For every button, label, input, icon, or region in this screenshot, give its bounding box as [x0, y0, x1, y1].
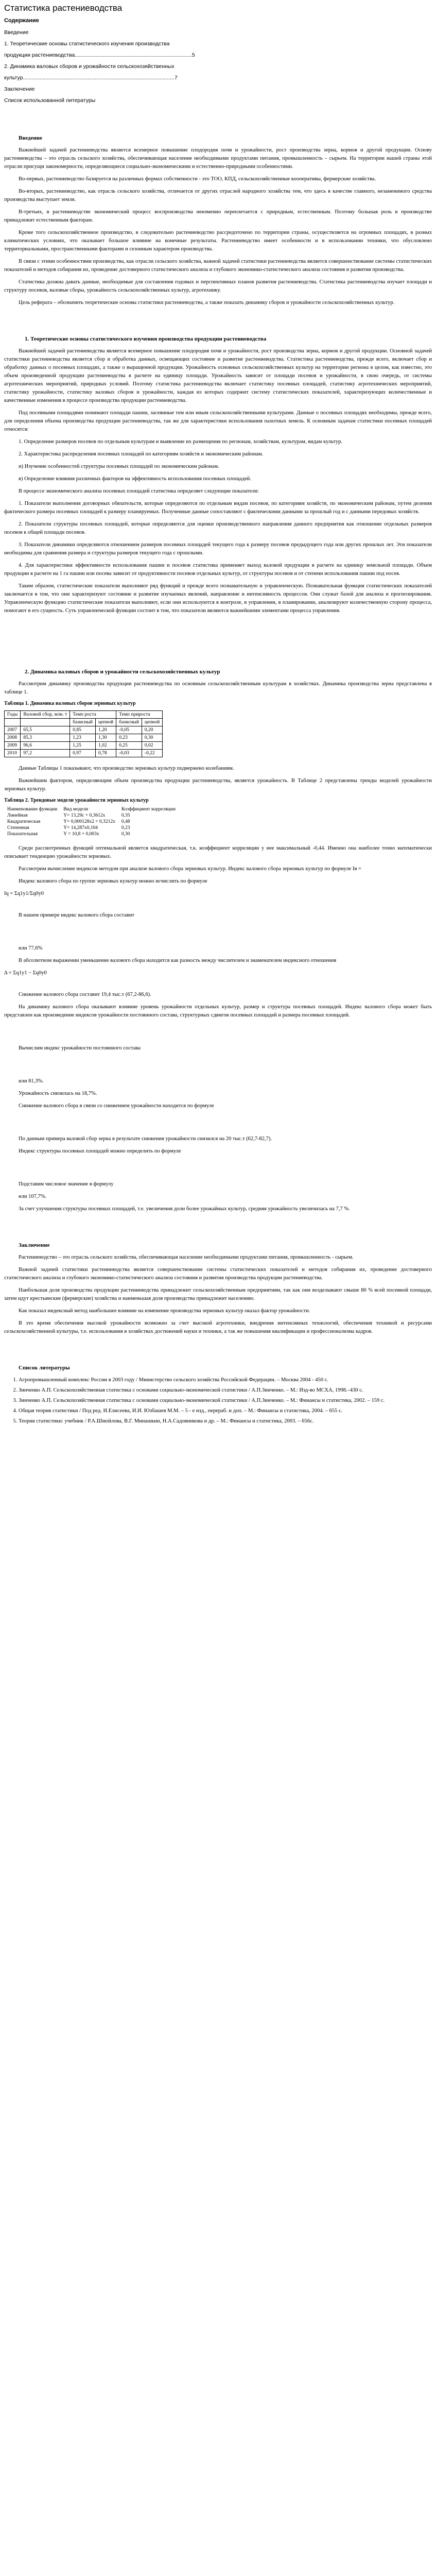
table-cell: 97,2	[21, 750, 70, 757]
toc-item: Заключение	[4, 86, 35, 92]
table-cell: Квадратическая	[7, 819, 41, 824]
paragraph: В нашем примере индекс валового сбора составит	[19, 912, 135, 918]
paragraph: и) Изучение особенностей структуры посевных площадей по экономическим районам.	[19, 464, 219, 469]
conclusion-heading: Заключение	[19, 1242, 50, 1248]
paragraph: Подставим числовое значение в формулу	[19, 1181, 114, 1187]
table-header-cell	[21, 719, 70, 726]
paragraph: Снижение валового сбора составит 19,4 тыс.т (67,2-86,6).	[19, 992, 151, 997]
reference-item: 1. Агропромышленный комплекс России в 2003 году / Министерство сельского хозяйства Российской Федерации. – Москва 2004 - 450 с.	[19, 1376, 432, 1384]
paragraph: Как показал индексный метод наибольшее влияние на изменение производства зерновых культур оказал фактор урожайности.	[19, 1308, 310, 1314]
paragraph: Данные Таблицы 1 показывают, что производство зерновых культур подвержено колебаниям.	[19, 766, 234, 771]
table-cell: Показательная	[7, 832, 38, 837]
references-heading: Список литературы	[19, 1365, 70, 1371]
table-cell: -0,22	[142, 750, 162, 757]
table-header-cell: базисный	[70, 719, 96, 726]
table-header-cell: Темп роста	[70, 711, 116, 719]
toc-item: 1. Теоретические основы статистического изучения производства	[4, 41, 170, 47]
table-cell: -0,03	[116, 750, 142, 757]
paragraph: Рассмотрим вычисление индексов методом при анализе валового сбора зерновых культур. Индекс валового сбора зерновых культур по формуле Iв =	[19, 866, 361, 872]
paragraph: Цель реферата – обозначить теоретические основы статистики растениеводства, а также показать динамику сборов и урожайности сельскохозяйственных культур.	[19, 300, 395, 306]
table-row	[4, 819, 179, 825]
paragraph: Вычислим индекс урожайности постоянного состава	[19, 1045, 141, 1051]
paragraph: 4. Для характеристики эффективности использования пашни и посевов статистика применяет выход валовой продукции в расчете на единицу земельной площади. Объем продукции в расчете на 1 га пашни или посева зависит от продуктивности посевов отдельных культур, от структуры посевов и от степени использования пашни под посев.	[4, 563, 432, 577]
paragraph: Индекс валового сбора по группе зерновых культур можно исчислить по формуле	[19, 878, 207, 884]
table-cell: 2007	[5, 726, 21, 734]
paragraph: Растениеводство – это отрасль сельского хозяйства, обеспечивающая население необходимыми продуктами питания, промышленность - сырьем.	[19, 1255, 354, 1260]
table-1-caption: Таблица 1. Динамика валовых сборов зерновых культур	[4, 701, 136, 706]
table-cell: 2008	[5, 734, 21, 742]
table-2	[4, 806, 179, 837]
paragraph: Кроме того сельскохозяйственное производство, в следовательно растениеводство рассредоточено по территории страны, осуществляется на огромных площадях, в разных климатических условиях, что оказывает большое влияние на конечные результаты. Растениеводство имеет особенности и в использовании техники, что обусловлено территориальными, пространственными факторами и сезонным характером производства.	[4, 230, 432, 252]
paragraph: 1. Определение размеров посевов по отдельным культурам и выявление их размещения по регионам, хозяйствам, культурам, видам культур.	[19, 439, 342, 445]
paragraph: Статистика должна давать данные, необходимые для составления годовых и перспективных планов развития растениеводства. Статистика растениеводства изучает площади и структуру посевов, валовые сборы, урожайность сельскохозяйственных культур, агротехнику.	[4, 279, 432, 293]
table-header-row	[5, 719, 163, 726]
conclusion-section	[4, 1242, 432, 1336]
table-row	[4, 831, 179, 837]
table-header-cell: Вид модели	[63, 807, 89, 812]
toc-item: Список использованной литературы	[4, 97, 96, 104]
table-cell: 0,02	[142, 742, 162, 750]
formula-space	[4, 1114, 432, 1135]
paragraph: или 81,3%.	[19, 1078, 44, 1084]
paragraph: Во-первых, растениеводство базируется на различных формах собственности - это ТОО, КПД, сельскохозяйственные кооперативы, фермерские хозяйства.	[19, 176, 376, 182]
paragraph: Под посевными площадями понимают площади пашни, засеянные тем или иным сельскохозяйственными культурами. Данные о посевных площадях необходимы, прежде всего, для определения объема производства продукции растениеводства, так же для характеристики использования пахотных земель. К основным задачам статистики посевных площадей относятся:	[4, 410, 432, 432]
section-2-heading: 2. Динамика валовых сборов и урожайности сельскохозяйственных культур	[25, 669, 220, 675]
table-header-cell: Годы	[5, 711, 21, 719]
formula-space	[4, 1160, 432, 1180]
table-cell: 65,5	[21, 726, 70, 734]
reference-item: 4. Общая теория статистики / Под ред. И.Елисеева, И.И. Юзбашев М.М. – 5 - е изд., перераб. и доп. – М.: Финансы и статистика, 2004. – 655 с.	[19, 1407, 432, 1415]
table-cell: Линейная	[7, 813, 28, 818]
formula: Iq = Σq1y1/Σq0y0	[4, 891, 44, 896]
table-cell: -0,05	[116, 726, 142, 734]
table-cell: 0,48	[121, 819, 130, 824]
paragraph: В это время обеспечения высокой урожайности возможно за счет высокой агротехники, внедрения интенсивных технологий, обеспечения техникой и ресурсами сельскохозяйственной культуры, т.е. использования в хозяйствах достижений науки и техники, а так же повышения квалификации и профессионализма кадров.	[4, 1320, 432, 1334]
paragraph: или 107,7%.	[19, 1194, 47, 1199]
table-header-cell: Наименование функции	[7, 807, 58, 812]
table-header-cell: цепной	[95, 719, 116, 726]
table-row	[4, 825, 179, 831]
table-cell: Степенная	[7, 825, 29, 831]
table-cell: 0,20	[142, 726, 162, 734]
table-cell: 1,23	[70, 734, 96, 742]
paragraph: Важнейшей задачей растениеводства является всемерное повышение плодородия почв и урожайности, рост производства зерна, кормов и другой продукции. Основу растениеводства – это отрасль сельского хозяйства, обеспечивающая население необходимыми продуктами питания, промышленность – сырьем. На территории нашей страны этой отрасли присущи закономерности, определяющиеся социально-экономическими и естественно-природными особенностями.	[4, 147, 432, 170]
paragraph: Во-вторых, растениеводство, как отрасль сельского хозяйства, отличается от других отраслей народного хозяйства тем, что здесь в качестве главного, незаменимого средства производства выступает земля.	[4, 189, 432, 202]
table-row	[5, 750, 163, 757]
paragraph: В процессе экономического анализа посевных площадей статистика определяет следующие показатели:	[19, 488, 259, 494]
toc-item: 2. Динамика валовых сборов и урожайности сельскохозяйственных	[4, 63, 175, 70]
reference-item: 5. Теория статистики: учебник / Р.А.Шмойлова, В.Г. Минашкин, Н.А.Садовникова и др. – М.: Финансы и статистика, 2003. – 656с.	[19, 1417, 432, 1426]
table-cell: Y= 0,000128x2 + 0,3212x	[63, 819, 115, 824]
paragraph: В-третьих, в растениеводстве экономический процесс воспроизводства неизменно переплетается с природным, естественным. Поэтому большая роль в производстве принадлежит естественным факторам.	[4, 209, 432, 223]
reference-item: 2. Зинченко А.П. Сельскохозяйственная статистика с основами социально-экономической статистики / А.П.Зинченко. – М.: Изд-во МСХА, 1998.–430 с.	[19, 1386, 432, 1395]
paragraph: в) Определение влияния различных факторов на эффективность использования посевных площадей.	[19, 476, 251, 482]
table-header-cell: Коэффициент корреляции	[121, 807, 176, 812]
table-cell: 0,35	[121, 813, 130, 818]
table-cell: 0,30	[142, 734, 162, 742]
table-header-cell: цепной	[142, 719, 162, 726]
table-header-cell: Темп прироста	[116, 711, 163, 719]
table-row	[5, 734, 163, 742]
intro-heading: Введение	[19, 135, 43, 141]
table-cell: 0,97	[70, 750, 96, 757]
references-section	[4, 1365, 432, 1426]
section-2	[4, 669, 432, 1213]
document-title: Статистика растениеводства	[4, 3, 123, 13]
table-header-cell: базисный	[116, 719, 142, 726]
reference-item: 3. Зинченко А.П. Сельскохозяйственная статистика с основами социально-экономической статистики / А.П.Зинченко. – М.: Финансы и статистика, 2002. – 159 с.	[19, 1397, 432, 1405]
table-cell: Y = 10,8 + 0,003x	[63, 832, 99, 837]
formula-space	[4, 1024, 432, 1044]
table-cell: 0,85	[70, 726, 96, 734]
section-gap	[4, 619, 432, 640]
toc-heading: Содержание	[4, 18, 39, 24]
formula-space	[4, 1057, 432, 1077]
table-row	[5, 726, 163, 734]
table-row	[5, 742, 163, 750]
paragraph: Среди рассмотренных функций оптимальной является квадратическая, т.к. коэффициент корреляции у нее максимальный -0,44. Именно она наиболее точно математически описывает тенденцию урожайности зерновых.	[4, 845, 432, 859]
table-cell: Y= 13,29с + 0,3612x	[63, 813, 106, 818]
table-header-cell: Валовой сбор, млн. т	[21, 711, 70, 719]
table-cell: 1,20	[95, 726, 116, 734]
table-cell: Y= 14,287x0,104	[63, 825, 98, 831]
table-header-row	[5, 711, 163, 719]
table-cell: 96,6	[21, 742, 70, 750]
table-cell: 0,78	[95, 750, 116, 757]
references-list	[4, 1376, 432, 1426]
paragraph: В абсолютном выражении уменьшение валового сбора находится как разность между числителем и знаменателем индексного отношения	[19, 958, 337, 963]
paragraph: 1. Показатели выполнения договорных обязательств, которые определяются по отдельным видам посевов, по категориям хозяйств, по экономическим районам, путем деления фактического размера посевных площадей к размеру планируемых. Полученные данные сопоставляют с фактическими данными за прошлый год и с данными передовых хозяйств.	[4, 501, 432, 515]
table-cell: 1,25	[70, 742, 96, 750]
table-2-caption: Таблица 2. Трендовые модели урожайности зерновых культур	[4, 798, 149, 803]
paragraph: Важнейшей задачей растениеводства является всемерное повышение плодородия почв и урожайности, рост производства зерна, кормов и другой продукции. Основной задачей статистики растениеводства является сбор и обработка данных, освещающих состояние и развитие растениеводства. Статистика растениеводства, прежде всего, включает сбор и обработку данных о посевных площадях, а также о выращенной продукции. Урожайность основных сельскохозяйственных культур на территории региона в целом, как известно, это объем произведенной продукции растениеводства в расчете на единицу площади. Урожайность зависит от площади посевов и урожайности, в свою очередь, от системы агротехнических мероприятий, природных условий. Поэтому статистика растениеводства включает статистику посевных площадей, статистику агротехнических мероприятий, статистику урожайности, статистику валовых сборов и урожайности, каждая из которых содержит систему статистических показателей, характеризующих количественные и качественные изменения в процессе производства продукции растениеводства.	[4, 348, 432, 403]
paragraph: Урожайность снизилась на 18,7%.	[19, 1091, 97, 1096]
toc-item: продукции растениеводства..............................................................................5	[4, 52, 195, 58]
paragraph: Рассмотрим динамику производства продукции растениеводства по основным сельскохозяйственным культурам в хозяйствах. Динамика производства зерна представлена в таблице 1.	[4, 681, 432, 695]
table-1	[4, 710, 163, 757]
paragraph: 2. Показатели структуры посевных площадей, которые определяются для оценки производственного направления данного предприятия как отношение отдельных размеров посевов к общей площади посевов.	[4, 521, 432, 535]
table-cell: 0,23	[116, 734, 142, 742]
table-cell: 1,30	[95, 734, 116, 742]
toc-item: Введение	[4, 29, 29, 36]
paragraph: По данным примера валовой сбор зерна в результате снижения урожайности снизился на 20 тыс.т (62,7-82,7).	[19, 1136, 272, 1142]
paragraph: Снижение валового сбора в связи со снижением урожайности находится по формуле	[19, 1103, 214, 1109]
table-row	[4, 812, 179, 819]
paragraph: В связи с этими особенностями производства, как отрасли сельского хозяйства, важной задачей статистики растениеводства является совершенствование системы статистических показателей и методов собирания их, проведение достоверного статистического анализа и глубокого экономико-статистического анализа состояния и развития производства.	[4, 259, 432, 273]
paragraph: 2. Характеристика распределения посевных площадей по категориям хозяйств и экономическим районам.	[19, 451, 264, 457]
table-cell: 0,25	[116, 742, 142, 750]
paragraph: Таким образом, статистические показатели выполняют ряд функций и прежде всего познавательную и управленческую. Познавательная функция статистических показателей заключается в том, что они характеризуют состояние и развитие изучаемых явлений, направление и интенсивность процессов. Они служат базой для анализа и прогнозирования. Управленческую функцию статистические показатели выполняют, если они используются в контроле, в управлении, в планировании, анализируют количественную сторону процесса, помогают в его сущность. Суть управленческой функции состоит в том, что показатели являются важнейшими элементами процесса управления.	[4, 583, 432, 614]
paragraph: Наибольшая доля производства продукции растениеводства принадлежит сельскохозяйственным предприятиям, так как они возделывают свыше 80 % всей посевной площади, затем идут крестьянские (фермерские) хозяйства и наименьшая доля производства принадлежит населению.	[4, 1287, 432, 1301]
paragraph: Индекс структуры посевных площадей можно определить по формуле	[19, 1148, 181, 1154]
table-cell: 0,23	[121, 825, 130, 831]
table-cell: 2009	[5, 742, 21, 750]
formula-space	[4, 924, 432, 944]
paragraph: На динамику валового сбора оказывают влияние уровень урожайности отдельных культур, размер и структура посевных площадей. Индекс валового сбора может быть представлен как произведение индексов урожайности постоянного состава, структурных сдвигов посевных площадей и размера посевных площадей.	[4, 1004, 432, 1018]
table-cell: 0,30	[121, 832, 130, 837]
section-1	[4, 336, 432, 615]
section-1-heading: 1. Теоретические основы статистического изучения производства продукции растениеводства	[25, 336, 267, 342]
table-header-row	[4, 806, 179, 812]
paragraph: или 77,6%	[19, 945, 43, 951]
introduction-section	[4, 135, 432, 307]
formula: Δ = Σq1y1 − Σq0y0	[4, 970, 47, 976]
paragraph: Важнейшим фактором, определяющим объем производства продукции растениеводства, является урожайность. В Таблице 2 представлены тренды моделей урожайности зерновых культур.	[4, 778, 432, 792]
table-header-cell	[5, 719, 21, 726]
paragraph: За счет улучшения структуры посевных площадей, т.е. увеличения доли более урожайных культур, средняя урожайность увеличилась на 7,7 %.	[19, 1206, 350, 1212]
table-cell: 1,02	[95, 742, 116, 750]
paragraph: 3. Показатели динамики определяются отношением размеров посевных площадей текущего года к размеру посевов предыдущего года или других прошлых лет. Эти показатели необходимы для сравнения размера и структуры размеров текущего года с прошлыми.	[4, 542, 432, 556]
toc-item: культур.....................................................................................................7	[4, 75, 178, 81]
table-cell: 2010	[5, 750, 21, 757]
table-of-contents	[4, 18, 432, 106]
table-cell: 85,3	[21, 734, 70, 742]
paragraph: Важной задачей статистики растениеводства является совершенствование системы статистических показателей и методов собирания их, проведение достоверного статистического анализа и глубокого экономико-статистического анализа состояния и развития производства продукции растениеводства.	[4, 1267, 432, 1281]
